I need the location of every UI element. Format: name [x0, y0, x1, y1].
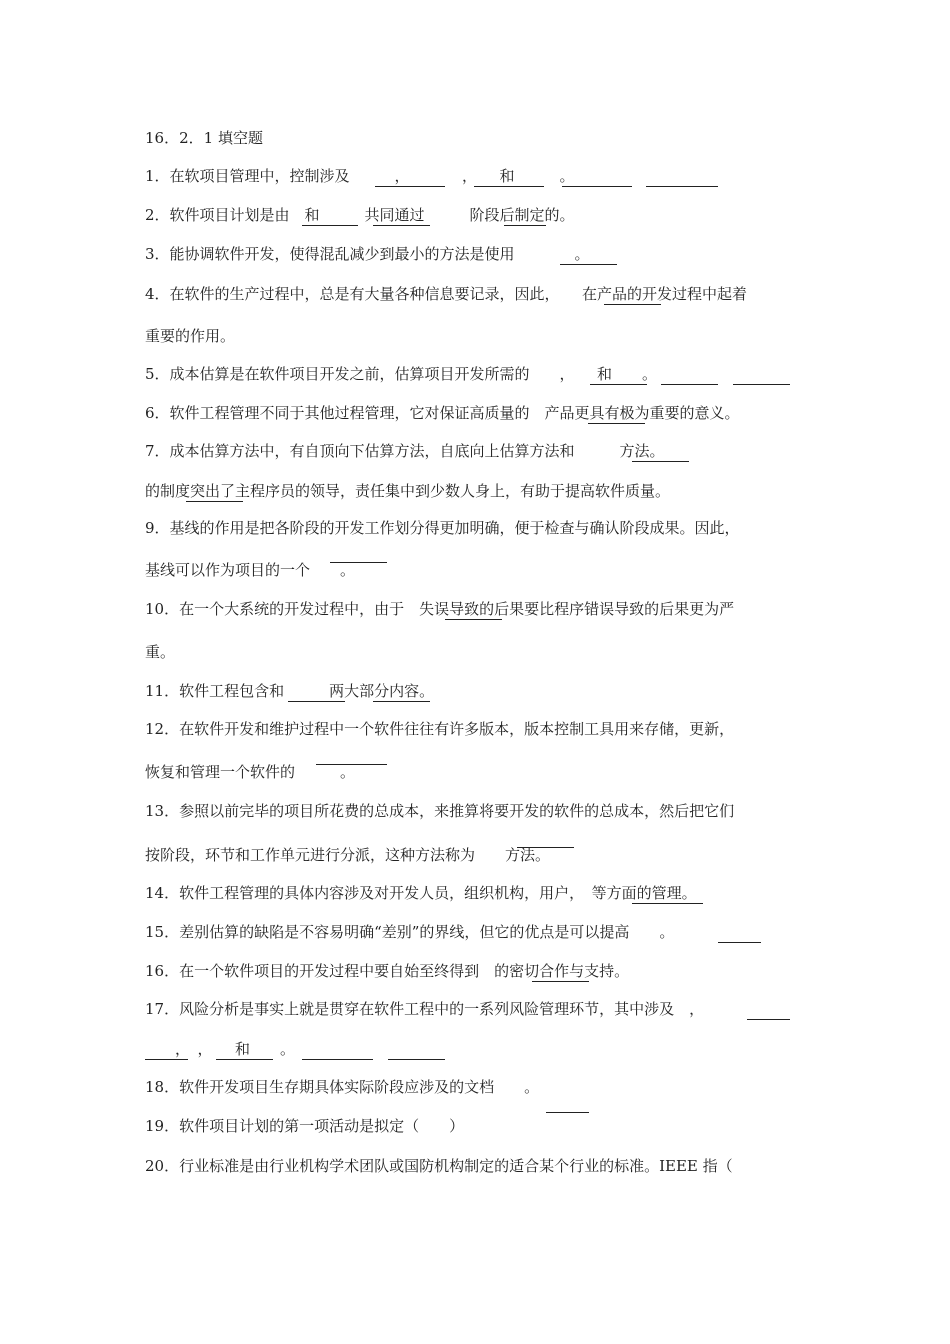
question-7: 7．成本估算方法中，有自顶向下估算方法，自底向上估算方法和 方法。: [145, 442, 665, 460]
section-heading: 16．2．1 填空题: [145, 129, 263, 147]
question-8-fragment: 的制度突出了主程序员的领导，责任集中到少数人身上，有助于提高软件质量。: [145, 482, 671, 500]
question-13: 13．参照以前完毕的项目所花费的总成本，来推算将要开发的软件的总成本，然后把它们: [145, 802, 735, 820]
answer-blank[interactable]: [562, 186, 632, 187]
answer-blank[interactable]: [560, 264, 617, 265]
question-11: 11．软件工程包含和 两大部分内容。: [145, 682, 435, 700]
question-12-cont: 恢复和管理一个软件的 。: [145, 763, 356, 781]
answer-blank[interactable]: [661, 384, 718, 385]
question-6: 6．软件工程管理不同于其他过程管理，它对保证高质量的 产品更具有极为重要的意义。: [145, 404, 740, 422]
question-17: 17．风险分析是事实上就是贯穿在软件工程中的一系列风险管理环节，其中涉及 ，: [145, 1000, 705, 1018]
question-15: 15．差别估算的缺陷是不容易明确“差别”的界线，但它的优点是可以提高 。: [145, 923, 675, 941]
question-4-cont: 重要的作用。: [145, 327, 236, 345]
question-5: 5．成本估算是在软件项目开发之前，估算项目开发所需的 ， 和 。: [145, 365, 658, 383]
question-1: 1．在软项目管理中，控制涉及 ， ， 和 。: [145, 167, 575, 185]
answer-blank[interactable]: [302, 1059, 373, 1060]
question-17-cont: ， ， 和 。: [145, 1040, 296, 1058]
answer-blank[interactable]: [474, 186, 544, 187]
question-10: 10．在一个大系统的开发过程中，由于 失误导致的后果要比程序错误导致的后果更为严: [145, 600, 735, 618]
answer-blank[interactable]: [375, 186, 445, 187]
answer-blank[interactable]: [747, 1019, 790, 1020]
question-10-cont: 重。: [145, 643, 176, 661]
question-12: 12．在软件开发和维护过程中一个软件往往有许多版本，版本控制工具用来存储，更新，: [145, 720, 735, 738]
answer-blank[interactable]: [517, 847, 574, 848]
answer-blank[interactable]: [718, 942, 761, 943]
answer-blank[interactable]: [504, 225, 546, 226]
answer-blank[interactable]: [216, 1059, 273, 1060]
answer-blank[interactable]: [316, 764, 387, 765]
answer-blank[interactable]: [330, 562, 387, 563]
question-14: 14．软件工程管理的具体内容涉及对开发人员，组织机构，用户， 等方面的管理。: [145, 884, 697, 902]
answer-blank[interactable]: [632, 903, 703, 904]
answer-blank[interactable]: [646, 186, 718, 187]
question-2: 2．软件项目计划是由 和 共同通过 阶段后制定的。: [145, 206, 575, 224]
answer-blank[interactable]: [186, 501, 243, 502]
answer-blank[interactable]: [373, 701, 430, 702]
question-9-cont: 基线可以作为项目的一个 。: [145, 561, 356, 579]
answer-blank[interactable]: [145, 1059, 188, 1060]
question-3: 3．能协调软件开发，使得混乱减少到最小的方法是使用 。: [145, 245, 590, 263]
answer-blank[interactable]: [588, 423, 645, 424]
answer-blank[interactable]: [445, 619, 502, 620]
question-9: 9．基线的作用是把各阶段的开发工作划分得更加明确，便于检查与确认阶段成果。因此，: [145, 519, 740, 537]
answer-blank[interactable]: [388, 1059, 445, 1060]
answer-blank[interactable]: [302, 225, 358, 226]
question-20: 20．行业标准是由行业机构学术团队或国防机构制定的适合某个行业的标准。IEEE 指（: [145, 1157, 733, 1175]
question-19: 19．软件项目计划的第一项活动是拟定（ ）: [145, 1117, 465, 1135]
answer-blank[interactable]: [604, 304, 661, 305]
answer-blank[interactable]: [733, 384, 790, 385]
answer-blank[interactable]: [532, 981, 589, 982]
question-4: 4．在软件的生产过程中，总是有大量各种信息要记录，因此， 在产品的开发过程中起着: [145, 285, 748, 303]
answer-blank[interactable]: [373, 225, 430, 226]
answer-blank[interactable]: [590, 384, 647, 385]
answer-blank[interactable]: [546, 1112, 589, 1113]
question-13-cont: 按阶段，环节和工作单元进行分派，这种方法称为 方法。: [145, 846, 551, 864]
question-18: 18．软件开发项目生存期具体实际阶段应涉及的文档 。: [145, 1078, 540, 1096]
answer-blank[interactable]: [288, 701, 345, 702]
question-16: 16．在一个软件项目的开发过程中要自始至终得到 的密切合作与支持。: [145, 962, 630, 980]
answer-blank[interactable]: [632, 461, 689, 462]
